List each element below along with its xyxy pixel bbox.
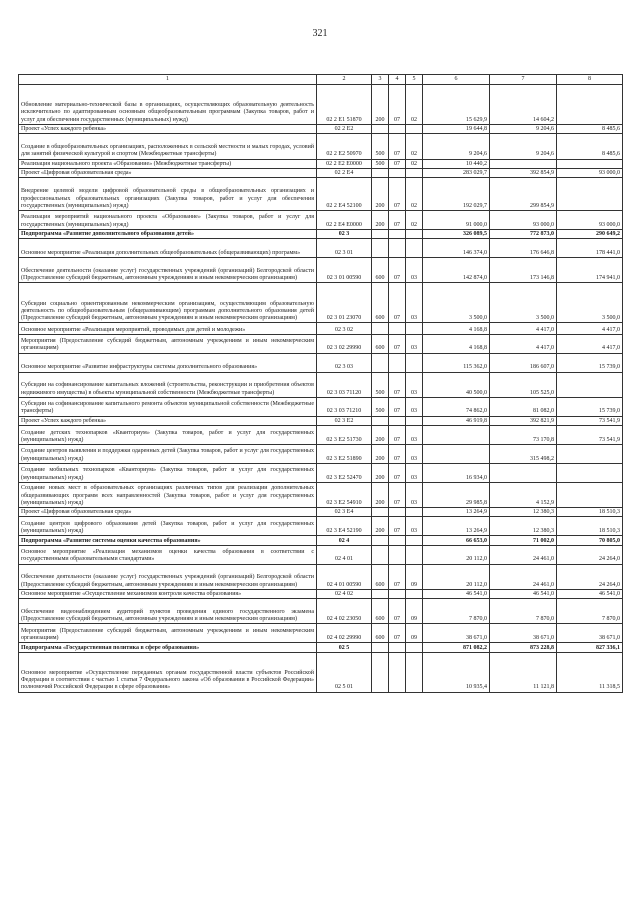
row-rz-cell	[389, 536, 406, 545]
table-row	[19, 599, 623, 624]
row-pr-cell: 09	[406, 564, 423, 589]
row-amount-2023-cell: 178 441,0	[557, 239, 623, 258]
row-vr-cell: 200	[372, 426, 389, 445]
row-amount-2022-cell: 11 121,8	[490, 652, 557, 692]
row-pr-cell: 03	[406, 334, 423, 353]
row-name-cell: Основное мероприятие «Осуществление механизмов контроля качества образования»	[19, 589, 317, 598]
row-vr-cell: 500	[372, 134, 389, 159]
row-amount-2023-cell: 18 510,3	[557, 507, 623, 516]
table-row	[19, 159, 623, 168]
column-header: 2	[317, 75, 372, 85]
row-rz-cell: 07	[389, 134, 406, 159]
row-amount-2022-cell: 46 541,0	[490, 589, 557, 598]
row-pr-cell: 03	[406, 482, 423, 507]
row-amount-2023-cell: 3 500,0	[557, 283, 623, 323]
row-rz-cell: 07	[389, 426, 406, 445]
row-pr-cell: 03	[406, 258, 423, 283]
row-code-cell: 02 4 01	[317, 545, 372, 564]
row-amount-2022-cell: 105 525,0	[490, 372, 557, 397]
row-rz-cell: 07	[389, 517, 406, 536]
row-name-cell: Основное мероприятие «Развитие инфраструктуры системы дополнительного образования»	[19, 353, 317, 372]
row-amount-2022-cell: 12 380,3	[490, 517, 557, 536]
row-amount-2022-cell	[490, 463, 557, 482]
row-pr-cell: 02	[406, 85, 423, 125]
row-amount-2022-cell: 299 854,9	[490, 178, 557, 211]
row-rz-cell	[389, 323, 406, 335]
row-amount-2022-cell: 9 204,6	[490, 124, 557, 133]
row-vr-cell: 200	[372, 85, 389, 125]
row-rz-cell	[389, 353, 406, 372]
row-code-cell: 02 3 03 71120	[317, 372, 372, 397]
row-amount-2023-cell	[557, 159, 623, 168]
column-header: 3	[372, 75, 389, 85]
row-amount-2022-cell: 772 873,0	[490, 229, 557, 238]
row-code-cell: 02 2 E2 50970	[317, 134, 372, 159]
table-row	[19, 643, 623, 652]
row-amount-2023-cell: 15 739,0	[557, 397, 623, 416]
row-rz-cell: 07	[389, 624, 406, 643]
row-amount-2023-cell: 24 264,0	[557, 545, 623, 564]
table-row	[19, 134, 623, 159]
row-name-cell: Субсидии социально ориентированным некоммерческим организациям, осуществляющим образовательную деятельность по общеобразовательным (общеразвивающим) программам дополнительного образования детей (Предоставление субсидий бюджетным, автономным учреждениям и иным некоммерческим организациям)	[19, 283, 317, 323]
table-row	[19, 283, 623, 323]
row-rz-cell: 07	[389, 599, 406, 624]
row-pr-cell: 03	[406, 517, 423, 536]
row-amount-2023-cell: 46 541,0	[557, 589, 623, 598]
row-amount-2021-cell: 146 374,0	[423, 239, 490, 258]
row-amount-2022-cell: 7 870,0	[490, 599, 557, 624]
row-rz-cell: 07	[389, 482, 406, 507]
row-name-cell: Мероприятия (Предоставление субсидий бюджетным, автономным учреждениям и иным некоммерческим организациям)	[19, 334, 317, 353]
row-rz-cell: 07	[389, 178, 406, 211]
row-code-cell: 02 3 E2 52470	[317, 463, 372, 482]
row-code-cell: 02 2 E4 52100	[317, 178, 372, 211]
row-amount-2021-cell: 13 264,9	[423, 517, 490, 536]
column-header: 5	[406, 75, 423, 85]
row-amount-2023-cell: 38 671,0	[557, 624, 623, 643]
row-pr-cell	[406, 545, 423, 564]
row-rz-cell	[389, 416, 406, 425]
row-rz-cell: 07	[389, 463, 406, 482]
row-rz-cell	[389, 652, 406, 692]
row-rz-cell: 07	[389, 444, 406, 463]
row-amount-2022-cell: 4 417,0	[490, 323, 557, 335]
row-code-cell: 02 4 02	[317, 589, 372, 598]
row-amount-2022-cell: 12 380,3	[490, 507, 557, 516]
row-vr-cell: 200	[372, 444, 389, 463]
row-vr-cell	[372, 589, 389, 598]
row-vr-cell: 500	[372, 159, 389, 168]
row-name-cell: Создание мобильных технопарков «Кванториум» (Закупка товаров, работ и услуг для государственных (муниципальных) нужд)	[19, 463, 317, 482]
table-row	[19, 85, 623, 125]
row-amount-2023-cell	[557, 85, 623, 125]
row-pr-cell: 03	[406, 463, 423, 482]
table-row	[19, 536, 623, 545]
row-amount-2023-cell	[557, 372, 623, 397]
row-amount-2021-cell: 16 934,0	[423, 463, 490, 482]
row-vr-cell	[372, 239, 389, 258]
budget-table	[18, 74, 623, 693]
row-code-cell: 02 4	[317, 536, 372, 545]
row-amount-2021-cell: 3 500,0	[423, 283, 490, 323]
row-amount-2023-cell: 8 485,6	[557, 124, 623, 133]
row-code-cell: 02 3 E2 51890	[317, 444, 372, 463]
row-vr-cell	[372, 168, 389, 177]
table-row	[19, 178, 623, 211]
row-name-cell: Проект «Цифровая образовательная среда»	[19, 507, 317, 516]
row-pr-cell	[406, 239, 423, 258]
row-code-cell: 02 3 E2	[317, 416, 372, 425]
row-amount-2022-cell: 24 461,0	[490, 564, 557, 589]
table-row	[19, 564, 623, 589]
row-amount-2023-cell	[557, 444, 623, 463]
row-code-cell: 02 3 02	[317, 323, 372, 335]
row-amount-2021-cell: 7 870,0	[423, 599, 490, 624]
row-name-cell: Создание центров цифрового образования детей (Закупка товаров, работ и услуг для государственных (муниципальных) нужд)	[19, 517, 317, 536]
row-name-cell: Реализация национального проекта «Образование» (Межбюджетные трансферты)	[19, 159, 317, 168]
table-row	[19, 482, 623, 507]
row-amount-2021-cell: 66 653,0	[423, 536, 490, 545]
table-row	[19, 652, 623, 692]
row-vr-cell	[372, 545, 389, 564]
row-amount-2022-cell: 4 417,0	[490, 334, 557, 353]
row-amount-2022-cell: 81 082,0	[490, 397, 557, 416]
row-vr-cell: 200	[372, 517, 389, 536]
row-pr-cell: 03	[406, 397, 423, 416]
row-pr-cell: 02	[406, 159, 423, 168]
row-name-cell: Реализация мероприятий национального проекта «Образование» (Закупка товаров, работ и услуг для государственных (муниципальных) нужд)	[19, 210, 317, 229]
row-amount-2021-cell: 10 935,4	[423, 652, 490, 692]
row-amount-2023-cell: 4 417,0	[557, 323, 623, 335]
row-name-cell: Обеспечение деятельности (оказание услуг) государственных учреждений (организаций) Белгородской области (Предоставление субсидий бюджетным, автономным учреждениям и иным некоммерческим организациям)	[19, 564, 317, 589]
table-row	[19, 124, 623, 133]
row-rz-cell	[389, 239, 406, 258]
row-name-cell: Создание детских технопарков «Кванториум» (Закупка товаров, работ и услуг для государственных (муниципальных) нужд)	[19, 426, 317, 445]
row-code-cell: 02 3 01	[317, 239, 372, 258]
row-amount-2021-cell: 9 204,6	[423, 134, 490, 159]
row-vr-cell: 200	[372, 482, 389, 507]
row-amount-2023-cell: 18 510,3	[557, 517, 623, 536]
row-pr-cell	[406, 323, 423, 335]
table-row	[19, 239, 623, 258]
row-amount-2023-cell: 11 318,5	[557, 652, 623, 692]
row-amount-2022-cell: 93 000,0	[490, 210, 557, 229]
row-pr-cell	[406, 536, 423, 545]
row-vr-cell	[372, 416, 389, 425]
row-pr-cell	[406, 229, 423, 238]
row-amount-2022-cell: 73 170,8	[490, 426, 557, 445]
row-vr-cell: 500	[372, 397, 389, 416]
row-amount-2023-cell	[557, 463, 623, 482]
row-vr-cell	[372, 652, 389, 692]
table-row	[19, 372, 623, 397]
row-amount-2023-cell: 73 541,9	[557, 416, 623, 425]
row-pr-cell	[406, 589, 423, 598]
row-amount-2022-cell	[490, 159, 557, 168]
row-amount-2021-cell: 192 029,7	[423, 178, 490, 211]
table-row	[19, 323, 623, 335]
row-pr-cell	[406, 416, 423, 425]
column-header: 6	[423, 75, 490, 85]
table-row	[19, 397, 623, 416]
row-amount-2021-cell	[423, 444, 490, 463]
row-amount-2022-cell: 9 204,6	[490, 134, 557, 159]
row-amount-2023-cell: 827 336,1	[557, 643, 623, 652]
row-name-cell: Основное мероприятие «Реализация дополнительных общеобразовательных (общеразвивающих) программ»	[19, 239, 317, 258]
column-header: 1	[19, 75, 317, 85]
row-amount-2022-cell: 3 500,0	[490, 283, 557, 323]
row-code-cell: 02 5 01	[317, 652, 372, 692]
row-name-cell: Основное мероприятие «Реализация мероприятий, проводимых для детей и молодежи»	[19, 323, 317, 335]
row-pr-cell	[406, 652, 423, 692]
row-code-cell: 02 3 03	[317, 353, 372, 372]
table-row	[19, 210, 623, 229]
table-row	[19, 426, 623, 445]
row-code-cell: 02 2 E1 51870	[317, 85, 372, 125]
row-amount-2022-cell: 24 461,0	[490, 545, 557, 564]
row-name-cell: Обеспечение деятельности (оказание услуг) государственных учреждений (организаций) Белгородской области (Предоставление субсидий бюджетным, автономным учреждениям и иным некоммерческим организациям)	[19, 258, 317, 283]
table-row	[19, 229, 623, 238]
row-amount-2021-cell: 283 029,7	[423, 168, 490, 177]
table-row	[19, 545, 623, 564]
row-vr-cell: 600	[372, 624, 389, 643]
table-row	[19, 353, 623, 372]
row-code-cell: 02 3 E2 51730	[317, 426, 372, 445]
row-rz-cell	[389, 229, 406, 238]
row-code-cell: 02 4 02 29990	[317, 624, 372, 643]
page-number: 321	[312, 28, 328, 39]
row-name-cell: Обновление материально-технической базы в организациях, осуществляющих образовательную деятельность исключительно по адаптированным основным общеобразовательным программам (Закупка товаров, работ и услуг для обеспечения государственных (муниципальных) нужд)	[19, 85, 317, 125]
row-amount-2023-cell: 8 485,6	[557, 134, 623, 159]
row-pr-cell	[406, 643, 423, 652]
row-pr-cell: 03	[406, 444, 423, 463]
row-amount-2023-cell: 174 941,0	[557, 258, 623, 283]
row-amount-2022-cell: 873 228,8	[490, 643, 557, 652]
row-code-cell: 02 2 E4 E0000	[317, 210, 372, 229]
row-code-cell: 02 2 E2	[317, 124, 372, 133]
row-name-cell: Мероприятия (Предоставление субсидий бюджетным, автономным учреждениям и иным некоммерческим организациям)	[19, 624, 317, 643]
row-amount-2022-cell: 4 152,9	[490, 482, 557, 507]
row-vr-cell: 600	[372, 283, 389, 323]
row-name-cell: Основное мероприятие «Осуществление переданных органам государственной власти субъектов Российской Федерации в соответствии с частью 1 статьи 7 Федерального закона «Об образовании в Российской Федерации» полномочий Российской Федерации в сфере образования»	[19, 652, 317, 692]
row-pr-cell	[406, 353, 423, 372]
row-amount-2021-cell: 871 082,2	[423, 643, 490, 652]
row-amount-2023-cell: 24 264,0	[557, 564, 623, 589]
row-code-cell: 02 3 01 00590	[317, 258, 372, 283]
row-amount-2021-cell: 20 112,0	[423, 545, 490, 564]
row-amount-2022-cell: 186 607,0	[490, 353, 557, 372]
row-name-cell: Подпрограмма «Государственная политика в сфере образования»	[19, 643, 317, 652]
row-pr-cell	[406, 168, 423, 177]
row-pr-cell: 03	[406, 283, 423, 323]
row-code-cell: 02 4 02 23050	[317, 599, 372, 624]
row-name-cell: Внедрение целевой модели цифровой образовательной среды в общеобразовательных организациях и профессиональных образовательных организациях (Закупка товаров, работ и услуг для обеспечения государственных (муниципальных) нужд)	[19, 178, 317, 211]
row-name-cell: Подпрограмма «Развитие системы оценки качества образования»	[19, 536, 317, 545]
row-rz-cell	[389, 545, 406, 564]
row-name-cell: Проект «Цифровая образовательная среда»	[19, 168, 317, 177]
table-row	[19, 463, 623, 482]
table-row	[19, 517, 623, 536]
row-rz-cell	[389, 124, 406, 133]
table-row	[19, 334, 623, 353]
row-amount-2021-cell: 38 671,0	[423, 624, 490, 643]
row-code-cell: 02 2 E2 E0000	[317, 159, 372, 168]
row-vr-cell: 200	[372, 178, 389, 211]
row-name-cell: Субсидии на софинансирование капитального ремонта объектов муниципальной собственности (Межбюджетные трансферты)	[19, 397, 317, 416]
row-pr-cell: 02	[406, 210, 423, 229]
row-code-cell: 02 3 01 23070	[317, 283, 372, 323]
row-amount-2022-cell: 71 002,0	[490, 536, 557, 545]
row-pr-cell: 02	[406, 134, 423, 159]
row-amount-2023-cell	[557, 178, 623, 211]
row-amount-2021-cell: 20 112,0	[423, 564, 490, 589]
row-rz-cell: 07	[389, 258, 406, 283]
table-row	[19, 589, 623, 598]
row-pr-cell: 09	[406, 599, 423, 624]
row-name-cell: Основное мероприятие «Реализация механизмов оценки качества образования в соответствии с государственными образовательными стандартами»	[19, 545, 317, 564]
row-amount-2021-cell: 10 440,2	[423, 159, 490, 168]
row-amount-2021-cell: 46 919,8	[423, 416, 490, 425]
row-vr-cell	[372, 643, 389, 652]
table-row	[19, 168, 623, 177]
row-amount-2022-cell: 315 498,2	[490, 444, 557, 463]
row-amount-2021-cell: 40 500,0	[423, 372, 490, 397]
row-amount-2021-cell: 142 874,0	[423, 258, 490, 283]
row-amount-2021-cell: 74 862,0	[423, 397, 490, 416]
row-rz-cell	[389, 643, 406, 652]
table-row	[19, 416, 623, 425]
row-amount-2021-cell: 19 644,8	[423, 124, 490, 133]
row-name-cell: Обеспечение видеонаблюдением аудиторий пунктов проведения единого государственного экзамена (Предоставление субсидий бюджетным, автономным учреждениям и иным некоммерческим организациям)	[19, 599, 317, 624]
row-name-cell: Создание новых мест в образовательных организациях различных типов для реализации дополнительных общеразвивающих программ всех направленностей (Закупка товаров, работ и услуг для государственных (муниципальных) нужд)	[19, 482, 317, 507]
row-name-cell: Субсидии на софинансирование капитальных вложений (строительства, реконструкции и приобретения объектов недвижимого имущества) в объекты муниципальной собственности (Межбюджетные трансферты)	[19, 372, 317, 397]
row-code-cell: 02 5	[317, 643, 372, 652]
row-name-cell: Подпрограмма «Развитие дополнительного образования детей»	[19, 229, 317, 238]
row-vr-cell: 500	[372, 372, 389, 397]
row-pr-cell	[406, 124, 423, 133]
row-code-cell: 02 4 01 00590	[317, 564, 372, 589]
row-vr-cell	[372, 353, 389, 372]
row-amount-2021-cell: 115 362,0	[423, 353, 490, 372]
row-amount-2023-cell: 70 805,0	[557, 536, 623, 545]
table-row	[19, 624, 623, 643]
row-name-cell: Проект «Успех каждого ребенка»	[19, 416, 317, 425]
row-pr-cell: 09	[406, 624, 423, 643]
row-vr-cell	[372, 229, 389, 238]
row-name-cell: Создание в общеобразовательных организациях, расположенных в сельской местности и малых городах, условий для занятий физической культурой и спортом (Межбюджетные трансферты)	[19, 134, 317, 159]
row-amount-2023-cell: 4 417,0	[557, 334, 623, 353]
row-rz-cell	[389, 168, 406, 177]
table-row	[19, 258, 623, 283]
row-pr-cell: 02	[406, 178, 423, 211]
row-pr-cell: 03	[406, 372, 423, 397]
column-header: 8	[557, 75, 623, 85]
row-code-cell: 02 3 E4 52190	[317, 517, 372, 536]
row-code-cell: 02 2 E4	[317, 168, 372, 177]
row-vr-cell: 600	[372, 334, 389, 353]
table-header-row	[19, 75, 623, 85]
row-amount-2023-cell: 73 541,9	[557, 426, 623, 445]
row-vr-cell: 600	[372, 258, 389, 283]
row-vr-cell	[372, 507, 389, 516]
row-vr-cell	[372, 536, 389, 545]
table-row	[19, 444, 623, 463]
table-row	[19, 507, 623, 516]
row-amount-2021-cell: 91 000,0	[423, 210, 490, 229]
row-name-cell: Проект «Успех каждого ребенка»	[19, 124, 317, 133]
column-header: 4	[389, 75, 406, 85]
row-amount-2021-cell: 46 541,0	[423, 589, 490, 598]
row-amount-2022-cell: 173 146,8	[490, 258, 557, 283]
row-amount-2021-cell: 4 168,8	[423, 334, 490, 353]
row-amount-2021-cell	[423, 426, 490, 445]
row-amount-2023-cell: 93 000,0	[557, 210, 623, 229]
row-amount-2022-cell: 14 604,2	[490, 85, 557, 125]
row-pr-cell: 03	[406, 426, 423, 445]
row-amount-2021-cell: 15 629,9	[423, 85, 490, 125]
row-amount-2023-cell: 7 870,0	[557, 599, 623, 624]
row-rz-cell: 07	[389, 564, 406, 589]
row-amount-2021-cell: 326 089,5	[423, 229, 490, 238]
row-rz-cell: 07	[389, 372, 406, 397]
row-vr-cell: 600	[372, 599, 389, 624]
row-amount-2022-cell: 392 821,9	[490, 416, 557, 425]
row-amount-2023-cell: 15 739,0	[557, 353, 623, 372]
row-code-cell: 02 3 E2 54910	[317, 482, 372, 507]
row-rz-cell: 07	[389, 85, 406, 125]
row-code-cell: 02 3 03 71210	[317, 397, 372, 416]
row-code-cell: 02 3	[317, 229, 372, 238]
row-amount-2022-cell: 392 854,9	[490, 168, 557, 177]
row-amount-2022-cell: 176 646,8	[490, 239, 557, 258]
row-rz-cell: 07	[389, 283, 406, 323]
row-vr-cell: 600	[372, 564, 389, 589]
row-rz-cell: 07	[389, 334, 406, 353]
column-header: 7	[490, 75, 557, 85]
row-name-cell: Создание центров выявления и поддержки одаренных детей (Закупка товаров, работ и услуг для государственных (муниципальных) нужд)	[19, 444, 317, 463]
row-code-cell: 02 3 02 29990	[317, 334, 372, 353]
row-amount-2021-cell: 4 168,8	[423, 323, 490, 335]
row-code-cell: 02 3 E4	[317, 507, 372, 516]
row-amount-2023-cell: 290 649,2	[557, 229, 623, 238]
row-amount-2021-cell: 29 985,8	[423, 482, 490, 507]
row-amount-2023-cell: 93 000,0	[557, 168, 623, 177]
row-vr-cell	[372, 323, 389, 335]
row-rz-cell: 07	[389, 210, 406, 229]
row-rz-cell	[389, 589, 406, 598]
row-vr-cell	[372, 124, 389, 133]
row-amount-2023-cell	[557, 482, 623, 507]
row-pr-cell	[406, 507, 423, 516]
row-rz-cell	[389, 507, 406, 516]
row-amount-2022-cell: 38 671,0	[490, 624, 557, 643]
row-vr-cell: 200	[372, 463, 389, 482]
row-rz-cell: 07	[389, 397, 406, 416]
row-rz-cell: 07	[389, 159, 406, 168]
row-amount-2021-cell: 13 264,9	[423, 507, 490, 516]
row-vr-cell: 200	[372, 210, 389, 229]
